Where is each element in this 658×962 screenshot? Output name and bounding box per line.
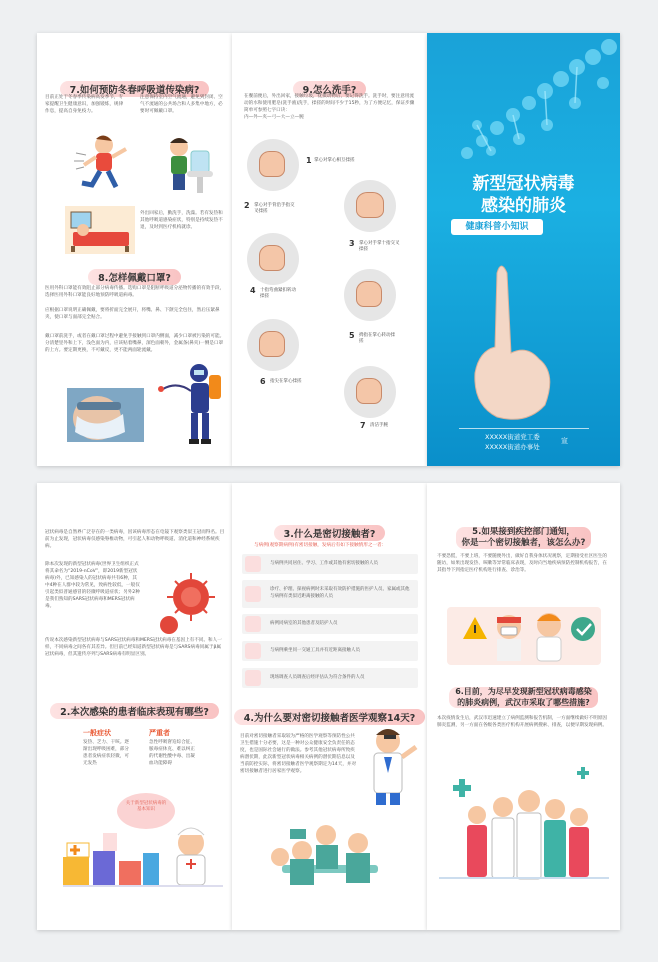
contact-item: 诊疗、护理、探视病例时未采取有效防护措施的医护人员、家属或其他与病例有类似近距离接触的人员	[242, 580, 418, 608]
dna-helix-illustration	[427, 33, 620, 466]
doctor-thumbs-up-illustration	[362, 723, 422, 807]
contacts-intro: 与病例(观察期病例)有密切接触，发病后有如下接触情形之一者：	[254, 543, 387, 548]
handwash-intro: 在餐前便后，外出回家，接触垃圾，抚摸动物后，要记得洗手。洗手时，要注意用流动的水和使用肥皂(洗手液)洗手，揉搓的时间不少于15秒，为了方便记忆，保证步骤简单可参照七字口诀：	[244, 94, 415, 113]
heading-9: 9.怎么洗手?	[232, 81, 427, 97]
document-icon	[245, 670, 261, 686]
contact-item: 病例同病室的其他患者及陪护人员	[242, 614, 418, 634]
step7-label: 清洁手腕	[370, 423, 388, 428]
speech-bubble: 关于新型冠状病毒的基本知识	[117, 793, 175, 829]
step1-label: 掌心对掌心相互揉搓	[314, 158, 355, 163]
virus-text-3: 传说本次感染新型冠状病毒与SARS冠状病毒和MERS冠状病毒在基因上有不同。和人一样，不同病毒之间各有其差异。但目前已经知道新型冠状病毒是与SARS病毒同属于β属冠状病毒，但其遗传序列与SARS病毒有明显区别。	[45, 638, 222, 657]
step6-number: 6	[260, 377, 266, 386]
panel-measures	[427, 483, 620, 930]
wuhan-measures-text: 本次疫情发生后，武汉市迅速建立了病例监测和报告机制，一方面继续做好不明原因肺炎监测，另一方面在各级各类医疗机构开展病例搜索、排查，以便早期发现病例。	[437, 716, 607, 728]
panel-close-contacts	[232, 483, 427, 930]
syringe-icon	[245, 616, 261, 632]
contact-item: 与病例共同居住、学习、工作或其他有密切接触的人员	[242, 554, 418, 574]
step2-label: 掌心对手背沿手指交叉揉搓	[254, 203, 295, 214]
text-7a: 目前正处于冬春季传染病高发季节，专家提醒卫生健康意识，加强锻炼，规律作息，提高自身免疫力。	[45, 95, 124, 114]
cover-divider	[459, 428, 589, 429]
step4-label: 十指弯曲紧扣转动揉搓	[260, 288, 296, 299]
cover-xuan: 宣	[561, 437, 568, 445]
step2-number: 2	[244, 201, 250, 210]
virus-text-1: 冠状病毒是自然界广泛存在的一类病毒，因该病毒形态在电镜下观察类似王冠而得名。目前为止发现，冠状病毒仅感染脊椎动物，可引起人和动物呼吸道、消化道和神经系统疾病。	[45, 530, 225, 549]
virus-illustration	[145, 567, 227, 639]
step6-label: 指尖在掌心揉搓	[270, 379, 302, 384]
handwash-mnemonic: 内—外—夹—弓—大—立—腕	[244, 115, 304, 120]
step5-number: 5	[349, 331, 355, 340]
heading-6: 6.目前，为尽早发现新型冠状病毒感染 的肺炎病例，武汉市采取了哪些措施?	[427, 687, 620, 708]
medical-staff-group-illustration	[439, 765, 609, 895]
cover-panel	[427, 33, 620, 466]
cover-org1: XXXXX街道党工委	[485, 433, 540, 441]
text-8a: 医用外科口罩能有效阻止部分病毒传播。选购口罩是阻断呼吸道分泌物传播的有效手段，选择医用外科口罩能良好地预防呼吸道病毒。	[45, 286, 225, 298]
heading-8: 8.怎样佩戴口罩?	[37, 269, 232, 285]
step5-label: 拇指在掌心转动揉搓	[359, 333, 395, 344]
hands-icon	[356, 192, 384, 218]
medical-icon	[245, 586, 261, 602]
step2-circle	[344, 180, 396, 232]
contact-advice-text: 不要恐慌，不要上班，不要随便外出，做好自我身体状况观察，定期接受社区医生的随访，如果出现发热、咳嗽等异常临床表现，及时向当地疾病预防控制机构报告，在其指导下到指定医疗机构进行排查、诊治等。	[437, 554, 607, 573]
text-8b: 应根据口罩说明正确佩戴，要将折面完全展开，将嘴、鼻、下颌完全包住，然后压紧鼻夹，使口罩与面部完全贴合。	[45, 308, 220, 320]
hands-icon	[356, 378, 382, 404]
heading-7: 7.如何预防冬春呼吸道传染病?	[37, 81, 232, 97]
step3-number: 3	[349, 239, 355, 248]
step1-circle	[247, 139, 299, 191]
text-8c: 戴口罩前洗手，或者在戴口罩过程中避免手接触到口罩内侧面，减少口罩被污染的可能。分清楚里外和上下，浅色面为内，应该贴着嘴鼻，深色面朝外，金属条(鼻夹)一侧是口罩的上方。要定期更换，不可戴反，更不能两面轮流戴。	[45, 334, 225, 353]
panel-virus-intro	[37, 483, 232, 930]
disinfection-worker-illustration	[157, 361, 227, 447]
virus-text-2: 除本次发现的新型冠状病毒(世界卫生组织正式将其命名为“2019-nCoV”，即2019新型冠状病毒)外，已知感染人的冠状病毒共有6种，其中4种在人群中较为常见，致病性较低，一般仅引起类似普通感冒的轻微呼吸道症状；另外2种是我们熟知的SARS冠状病毒和MERS冠状病毒。	[45, 562, 140, 609]
step1-number: 1	[306, 156, 312, 165]
cover-title-line1: 新型冠状病毒	[472, 174, 575, 194]
severe-text: 急性呼吸窘迫综合征、脓毒症休克、难以纠正的代谢性酸中毒、出凝血功能障碍	[149, 740, 195, 766]
cover-subtitle: 健康科普小知识	[451, 219, 543, 235]
hospital-doctor-illustration	[63, 813, 223, 893]
text-7c: 外出回家后，勤洗手，洗澡。若有发热和其他呼吸道感染症状，特别是持续发热不退，及时到医疗机构就诊。	[140, 211, 223, 230]
hands-icon	[259, 151, 285, 177]
cover-title-line2: 感染的肺炎	[481, 196, 566, 216]
contact-item: 现场调查人员调查后经评估认为符合条件的人员	[242, 668, 418, 688]
heading-2: 2.本次感染的患者临床表现有哪些?	[37, 703, 232, 719]
kit-icon	[245, 643, 261, 659]
running-child-illustration	[72, 133, 132, 195]
medical-team-stretcher-illustration	[262, 813, 392, 893]
hands-icon	[259, 331, 285, 357]
mild-text: 发热、乏力、干咳。逐渐出现呼吸困难，部分患者发病症状轻微，可无发热	[83, 740, 129, 766]
quarantine-illustration	[441, 603, 609, 671]
heading-4: 4.为什么要对密切接触者医学观察14天?	[232, 709, 427, 725]
hands-icon	[356, 281, 382, 307]
step4-number: 4	[250, 286, 256, 295]
step7-number: 7	[360, 421, 366, 430]
handwashing-child-illustration	[157, 133, 217, 195]
severe-heading: 严重者	[149, 729, 170, 737]
step5-circle	[344, 269, 396, 321]
mask-photo	[67, 388, 144, 442]
panel-handwashing	[232, 33, 427, 466]
contact-item: 与病例乘坐同一交通工具并有近距离接触人员	[242, 641, 418, 661]
step3-label: 掌心对手掌十指交叉揉搓	[359, 241, 400, 252]
observation-text: 目前对密切接触者采取较为严格的医学观察等预防性公共卫生措施十分必要，这是一种对公众健康安全负责任的态度，也是国际社会通行的做法。参考其他冠状病毒所致疾病潜伏期，此次新型冠状病毒相关病例的潜伏期信息以及当前防控实际，将密切接触者医学观察期定为14天，并对密切接触者进行居家医学观察。	[240, 734, 357, 774]
heading-5: 5.如果接到疾控部门通知， 你是一个密切接触者，该怎么办?	[427, 527, 620, 549]
step6-circle	[247, 319, 299, 371]
step7-circle	[344, 366, 396, 418]
hands-icon	[259, 245, 285, 271]
sick-bed-illustration	[65, 206, 135, 254]
car-icon	[245, 556, 261, 572]
mild-heading: 一般症状	[83, 729, 111, 737]
heading-3: 3.什么是密切接触者?	[232, 525, 427, 541]
step4-circle	[247, 233, 299, 285]
panel-prevention	[37, 33, 232, 466]
text-7b: 注意保持室内空气流通，避免到封闭、空气不流通的公共场合和人多集中地方，必要时可佩戴口罩。	[140, 95, 223, 114]
cover-org2: XXXXX街道办事处	[485, 443, 540, 451]
